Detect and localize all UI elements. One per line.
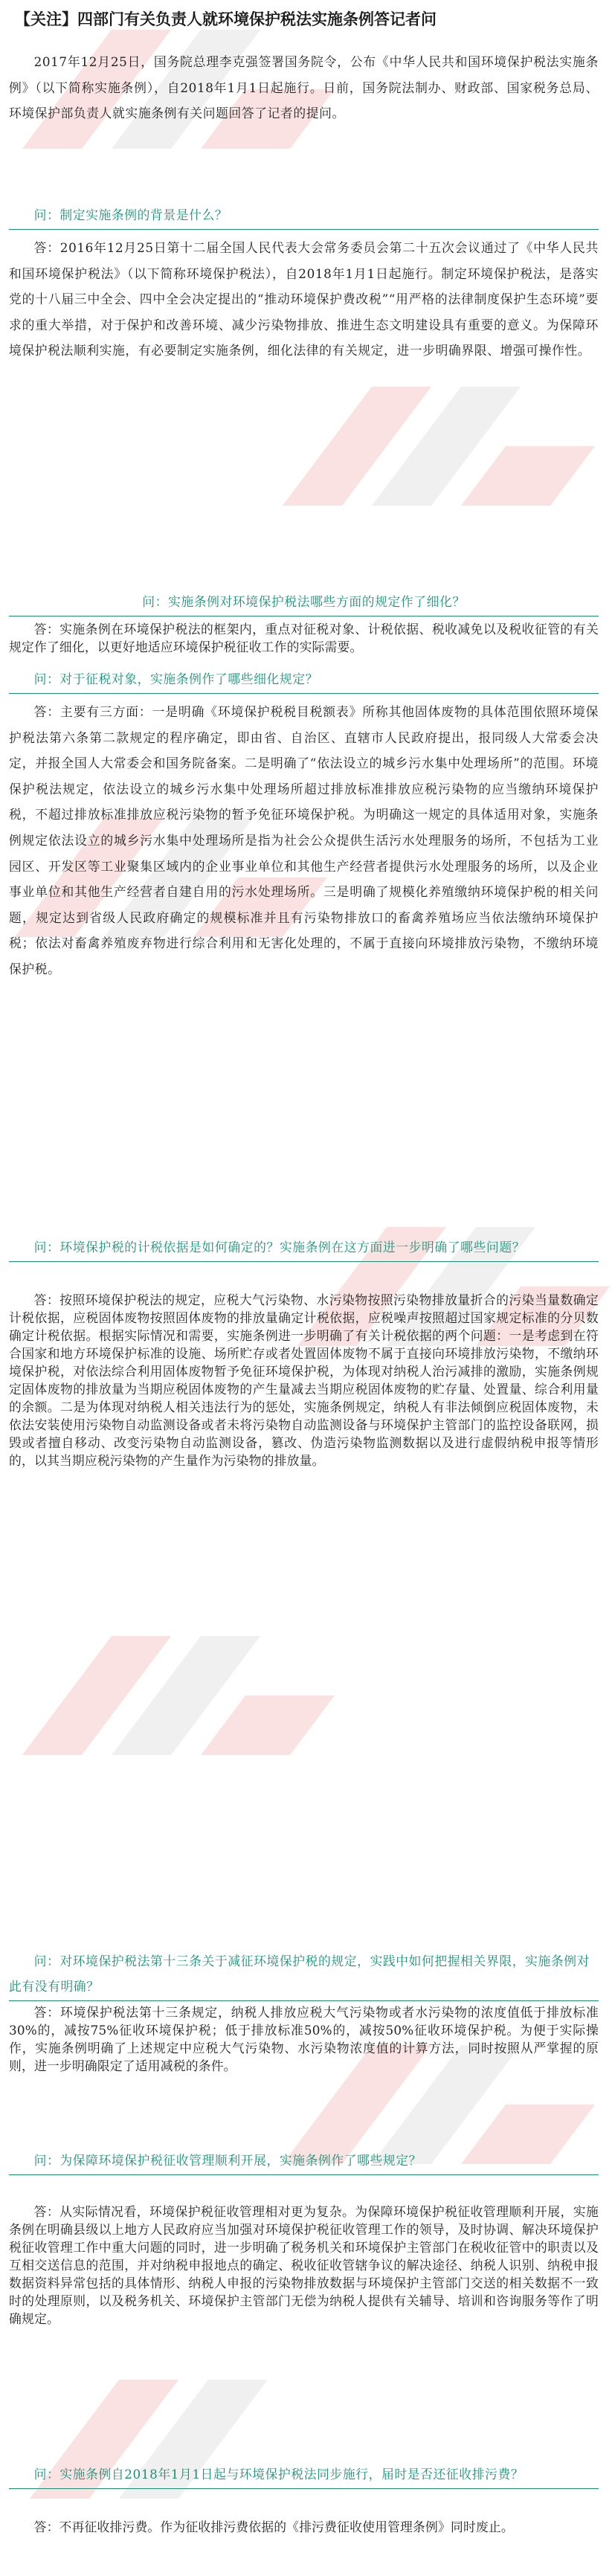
question-heading: 问：实施条例自2018年1月1日起与环境保护税法同步施行，届时是否还征收排污费？ bbox=[9, 2461, 599, 2489]
question-heading: 问：环境保护税的计税依据是如何确定的？实施条例在这方面进一步明确了哪些问题？ bbox=[9, 1234, 599, 1262]
question-heading: 问：制定实施条例的背景是什么？ bbox=[9, 202, 599, 230]
article-title: 【关注】四部门有关负责人就环境保护税法实施条例答记者问 bbox=[15, 10, 437, 28]
question-heading: 问：实施条例对环境保护税法哪些方面的规定作了细化？ bbox=[9, 589, 599, 616]
answer-paragraph: 答：主要有三方面：一是明确《环境保护税税目税额表》所称其他固体废物的具体范围依照环境保护税法第六条第二款规定的程序确定，即由省、自治区、直辖市人民政府提出，报同级人大常委会决定，并报全国人大常委会和国务院备案。二是明确了“依法设立的城乡污水集中处理场所”的范围。环境保护税法规定，依法设立的城乡污水集中处理场所超过排放标准排放应税污染物的应当缴纳环境保护税，不超过排放标准排放应税污染物的暂予免征环境保护税。为明确这一规定的具体适用对象，实施条例规定依法设立的城乡污水集中处理场所是指为社会公众提供生活污水处理服务的场所，不包括为工业园区、开发区等工业聚集区域内的企业事业单位和其他生产经营者提供污水处理服务的场所，以及企业事业单位和其他生产经营者自建自用的污水处理场所。三是明确了规模化养殖缴纳环境保护税的相关问题，规定达到省级人民政府确定的规模标准并且有污染物排放口的畜禽养殖场应当依法缴纳环境保护税；依法对畜禽养殖废弃物进行综合利用和无害化处理的，不属于直接向环境排放污染物，不缴纳环境保护税。 bbox=[9, 704, 599, 976]
answer-paragraph: 答：按照环境保护税法的规定，应税大气污染物、水污染物按照污染物排放量折合的污染当量数确定计税依据，应税固体废物按照固体废物的排放量确定计税依据，应税噪声按照超过国家规定标准的分贝数确定计税依据。根据实际情况和需要，实施条例进一步明确了有关计税依据的两个问题：一是考虑到在符合国家和地方环境保护标准的设施、场所贮存或者处置固体废物不属于直接向环境排放污染物，不缴纳环境保护税，对依法综合利用固体废物暂予免征环境保护税，为体现对纳税人治污减排的激励，实施条例规定固体废物的排放量为当期应税固体废物的产生量减去当期应税固体废物的贮存量、处置量、综合利用量的余额。二是为体现对纳税人相关违法行为的惩处，实施条例规定，纳税人有非法倾倒应税固体废物，未依法安装使用污染物自动监测设备或者未将污染物自动监测设备与环境保护主管部门的监控设备联网，损毁或者擅自移动、改变污染物自动监测设备，篡改、伪造污染物监测数据以及进行虚假纳税申报等情形的，以其当期应税污染物的产生量作为污染物的排放量。 bbox=[9, 1292, 599, 1468]
answer-paragraph: 答：环境保护税法第十三条规定，纳税人排放应税大气污染物或者水污染物的浓度值低于排放标准30%的，减按75%征收环境保护税；低于排放标准50%的，减按50%征收环境保护税。为便于实际操作，实施条例明确了上述规定中应税大气污染物、水污染物浓度值的计算方法，同时按照从严掌握的原则，进一步明确限定了适用减税的条件。 bbox=[9, 2005, 599, 2073]
question-heading: 问：对环境保护税法第十三条关于减征环境保护税的规定，实践中如何把握相关界限，实施条例对此有没有明确？ bbox=[9, 1948, 599, 2001]
answer-paragraph: 答：从实际情况看，环境保护税征收管理相对更为复杂。为保障环境保护税征收管理顺利开展，实施条例在明确县级以上地方人民政府应当加强对环境保护税征收管理工作的领导，及时协调、解决环境保护税征收管理工作中重大问题的同时，进一步明确了税务机关和环境保护主管部门在税收征管中的职责以及互相交送信息的范围，并对纳税申报地点的确定、税收征收管辖争议的解决途径、纳税人识别、纳税申报数据资料异常包括的具体情形、纳税人申报的污染物排放数据与环境保护主管部门交送的相关数据不一致时的处理原则，以及税务机关、环境保护主管部门无偿为纳税人提供有关辅导、培训和咨询服务等作了明确规定。 bbox=[9, 2204, 599, 2326]
intro-paragraph: 2017年12月25日，国务院总理李克强签署国务院令，公布《中华人民共和国环境保护税法实施条例》（以下简称实施条例），自2018年1月1日起施行。日前，国务院法制办、财政部、国家税务总局、环境保护部负责人就实施条例有关问题回答了记者的提问。 bbox=[9, 54, 599, 121]
answer-paragraph: 答：实施条例在环境保护税法的框架内，重点对征税对象、计税依据、税收减免以及税收征管的有关规定作了细化，以更好地适应环境保护税征收工作的实际需要。 bbox=[9, 622, 599, 654]
question-heading: 问：为保障环境保护税征收管理顺利开展，实施条例作了哪些规定？ bbox=[9, 2148, 599, 2175]
question-heading: 问：对于征税对象，实施条例作了哪些细化规定？ bbox=[9, 666, 599, 694]
answer-paragraph: 答：不再征收排污费。作为征收排污费依据的《排污费征收使用管理条例》同时废止。 bbox=[33, 2519, 514, 2534]
answer-paragraph: 答：2016年12月25日第十二届全国人民代表大会常务委员会第二十五次会议通过了《中华人民共和国环境保护税法》（以下简称环境保护税法），自2018年1月1日起施行。制定环境保护税法，是落实党的十八届三中全会、四中全会决定提出的“推动环境保护费改税”“用严格的法律制度保护生态环境”要求的重大举措，对于保护和改善环境、减少污染物排放、推进生态文明建设具有重要的意义。为保障环境保护税法顺利实施，有必要制定实施条例，细化法律的有关规定，进一步明确界限、增强可操作性。 bbox=[9, 240, 599, 358]
